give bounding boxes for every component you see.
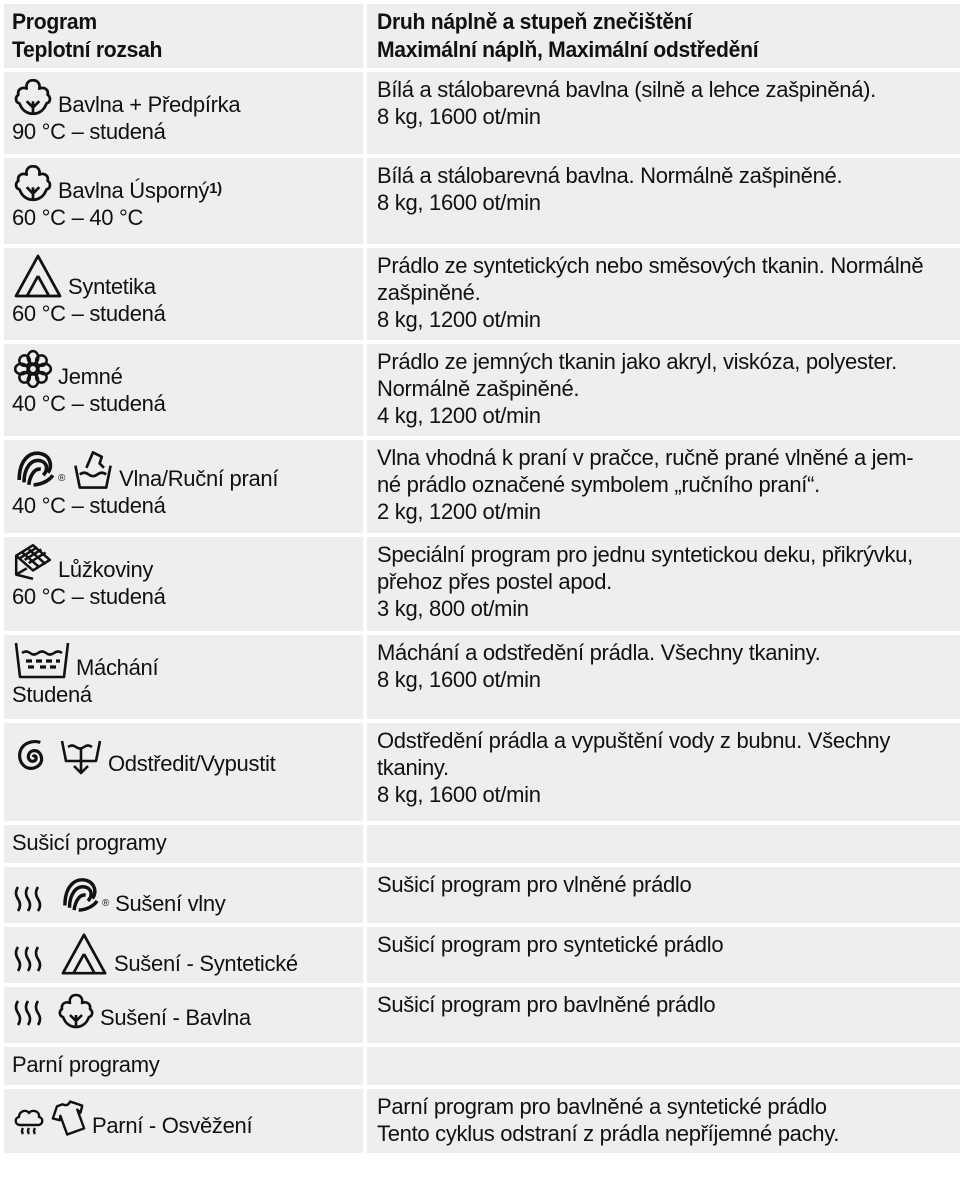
program-description: Sušicí program pro bavlněné prádlo [377,992,716,1017]
program-description-line-1: Vlna vhodná k praní v pračce, ručně prané vlněné a jem- [377,445,914,470]
table-row [4,987,960,1043]
drying-programs-heading: Sušicí programy [12,830,167,855]
program-temp: 40 °C – studená [12,391,166,416]
program-name: Sušení - Syntetické [114,951,298,976]
program-name: Bavlna + Předpírka [58,92,241,117]
load-cell [367,987,960,1043]
rinse-icon [12,639,72,681]
header-temp-range: Teplotní rozsah [12,37,163,62]
program-cell [4,72,363,154]
load-cell [367,867,960,923]
synthetic-triangle-icon [58,931,110,977]
program-name [58,177,222,204]
header-load-type: Druh náplně a stupeň znečištění [377,9,692,34]
program-cell [4,158,363,244]
heat-drying-icon [12,881,48,917]
section-row-drying [4,825,960,863]
heat-drying-icon [12,941,48,977]
program-temp: Studená [12,682,92,707]
program-cell [4,867,363,923]
program-temp: 60 °C – studená [12,584,166,609]
program-load: 8 kg, 1600 ot/min [377,104,541,129]
program-description: Prádlo ze syntetických nebo směsových tkanin. Normálně zašpiněné. [377,253,924,305]
program-description-line-2: Tento cyklus odstraní z prádla nepříjemné pachy. [377,1121,840,1146]
empty-cell [367,825,960,863]
program-cell [4,927,363,983]
header-max-load: Maximální náplň, Maximální odstředění [377,37,759,62]
header-program-cell [4,4,363,68]
hand-wash-icon [71,448,115,492]
program-load: 2 kg, 1200 ot/min [377,499,541,524]
program-name: Jemné [58,364,123,389]
program-description: Sušicí program pro syntetické prádlo [377,932,724,957]
program-description-line-2: né prádlo označené symbolem „ručního praní“. [377,472,820,497]
duvet-icon [12,541,54,583]
table-row [4,1089,960,1153]
program-name: Sušení - Bavlna [100,1005,251,1030]
load-cell [367,344,960,436]
program-name: Máchání [76,655,159,680]
program-name: Syntetika [68,274,156,299]
program-load: 3 kg, 800 ot/min [377,596,529,621]
program-name-text: Bavlna Úsporný [58,178,210,203]
load-cell [367,635,960,719]
section-heading-cell [4,1047,363,1085]
table-row [4,440,960,533]
program-name: Odstředit/Vypustit [108,751,276,776]
header-load-cell [367,4,960,68]
program-temp: 90 °C – studená [12,119,166,144]
program-cell [4,344,363,436]
registered-mark: ® [102,898,110,909]
steam-cloud-icon [12,1105,46,1139]
program-temp: 60 °C – studená [12,301,166,326]
program-load: 8 kg, 1200 ot/min [377,307,541,332]
program-cell [4,723,363,821]
program-name: Lůžkoviny [58,557,154,582]
cotton-icon [12,76,54,118]
load-cell [367,927,960,983]
program-description: Speciální program pro jednu syntetickou deku, přikrývku, přehoz přes postel apod. [377,542,913,594]
load-cell [367,723,960,821]
program-description: Sušicí program pro vlněné prádlo [377,872,692,897]
program-cell [4,987,363,1043]
table-row [4,72,960,154]
program-load: 8 kg, 1600 ot/min [377,190,541,215]
program-cell [4,537,363,631]
steam-programs-heading: Parní programy [12,1052,160,1077]
table-header-row [4,4,960,68]
spin-icon [12,735,54,777]
table-row [4,723,960,821]
section-row-steam [4,1047,960,1085]
program-description: Odstředění prádla a vypuštění vody z bubnu. Všechny tkaniny. [377,728,891,780]
flower-icon [12,348,54,390]
drain-icon [58,735,104,777]
registered-mark: ® [58,473,66,484]
program-load: 8 kg, 1600 ot/min [377,782,541,807]
load-cell [367,440,960,533]
table-row [4,927,960,983]
table-row [4,248,960,340]
table-row [4,158,960,244]
program-cell [4,635,363,719]
program-name: Parní - Osvěžení [92,1113,253,1138]
program-temp: 60 °C – 40 °C [12,205,144,230]
load-cell [367,72,960,154]
heat-drying-icon [12,995,48,1031]
program-name: Sušení vlny [115,891,226,916]
load-cell [367,1089,960,1153]
load-cell [367,248,960,340]
program-cell [4,1089,363,1153]
load-cell [367,158,960,244]
cotton-icon [12,162,54,204]
header-program: Program [12,9,97,34]
woolmark-icon [12,444,60,492]
table-row [4,635,960,719]
load-cell [367,537,960,631]
table-row [4,537,960,631]
program-description: Prádlo ze jemných tkanin jako akryl, viskóza, polyester. Normálně zašpiněné. [377,349,897,401]
program-load: 8 kg, 1600 ot/min [377,667,541,692]
program-load: 4 kg, 1200 ot/min [377,403,541,428]
section-heading-cell [4,825,363,863]
program-temp: 40 °C – studená [12,493,166,518]
program-cell [4,440,363,533]
program-description: Máchání a odstředění prádla. Všechny tkaniny. [377,640,821,665]
refresh-shirt-icon [50,1099,88,1139]
woolmark-icon [58,871,104,917]
cotton-icon [56,991,96,1031]
program-description: Bílá a stálobarevná bavlna. Normálně zašpiněné. [377,163,843,188]
empty-cell [367,1047,960,1085]
footnote-marker: 1) [209,180,222,197]
table-row [4,344,960,436]
program-cell [4,248,363,340]
synthetic-triangle-icon [12,252,64,300]
program-description: Bílá a stálobarevná bavlna (silně a lehce zašpiněná). [377,77,876,102]
table-row [4,867,960,923]
program-description-line-1: Parní program pro bavlněné a syntetické prádlo [377,1094,827,1119]
program-name: Vlna/Ruční praní [119,466,279,491]
